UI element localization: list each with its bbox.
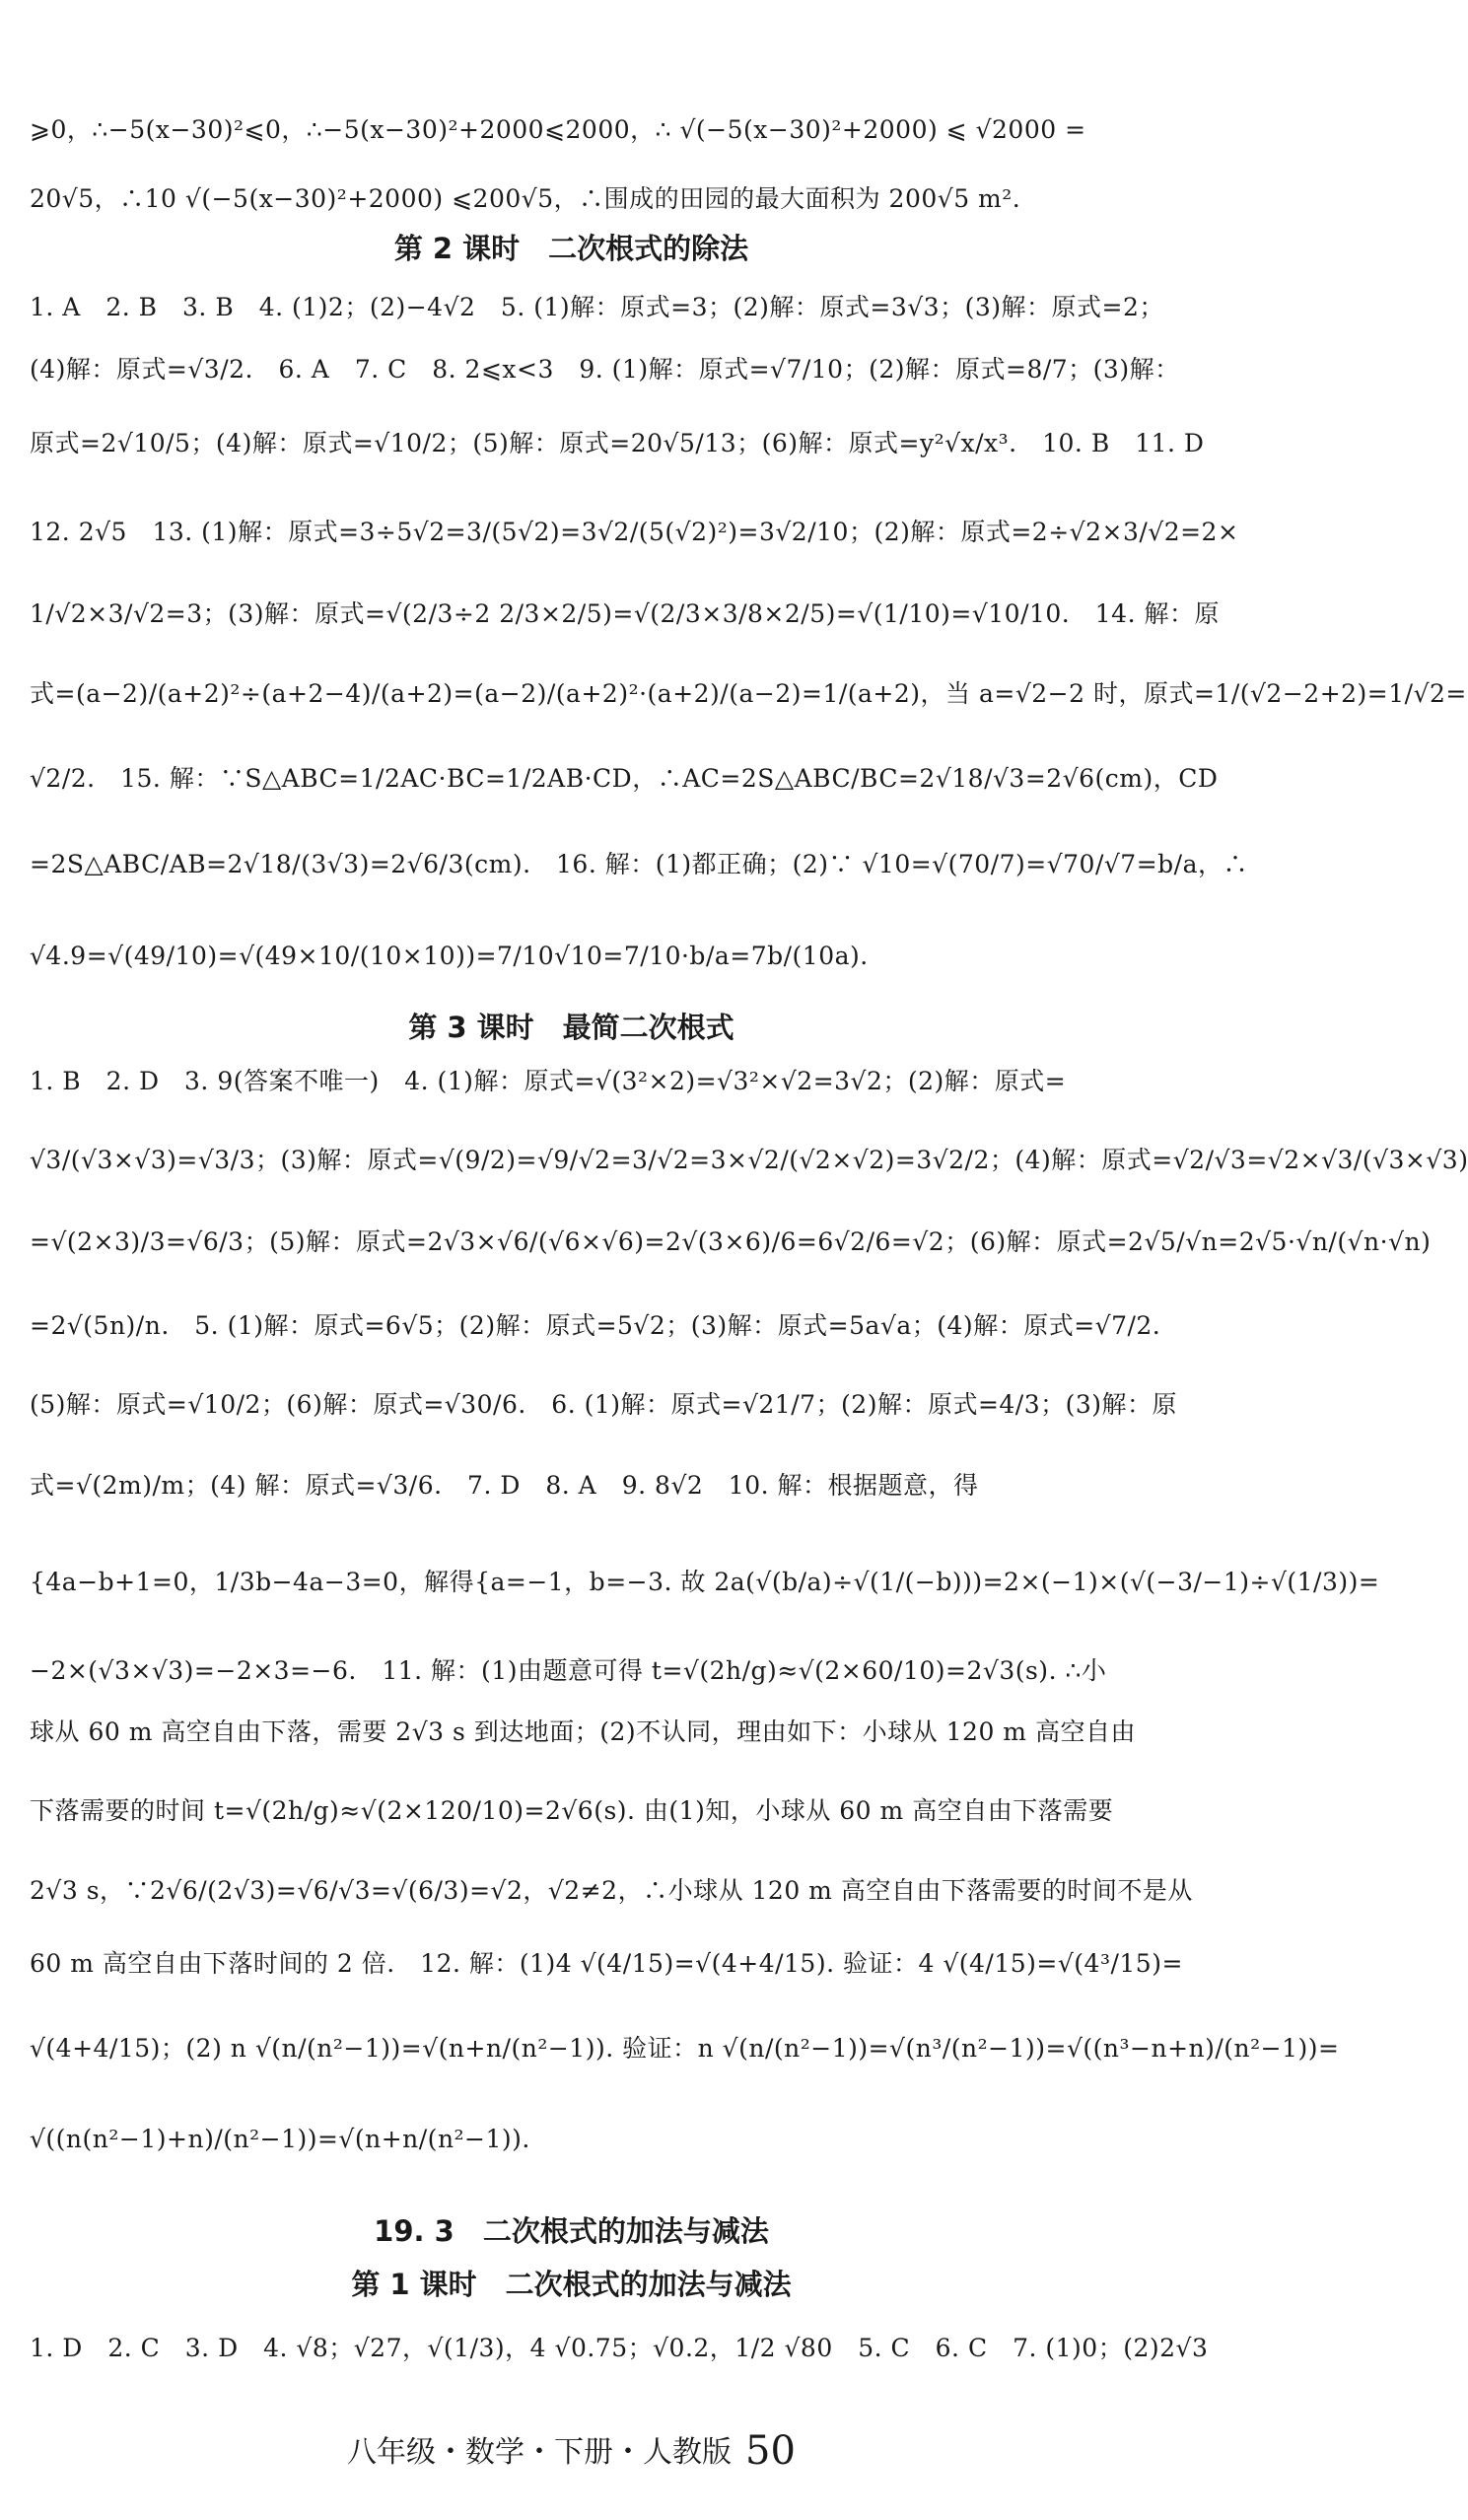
section-heading: 19. 3 二次根式的加法与减法 xyxy=(374,2214,769,2248)
text-line: =√(2×3)/3=√6/3；(5)解：原式=2√3×√6/(√6×√6)=2√(3×6)/6=6√2/6=√2；(6)解：原式=2√5/√n=2√5·√n/(√n·√n) xyxy=(30,1227,1432,1256)
page-number: 50 xyxy=(745,2428,796,2474)
text-line: {4a−b+1=0，1/3b−4a−3=0，解得{a=−1，b=−3. 故 2a(√(b/a)÷√(1/(−b)))=2×(−1)×(√(−3/−1)÷√(1/3))= xyxy=(30,1568,1380,1596)
text-line: 球从 60 m 高空自由下落，需要 2√3 s 到达地面；(2)不认同，理由如下：小球从 120 m 高空自由 xyxy=(30,1717,1136,1746)
text-line: =2√(5n)/n. 5. (1)解：原式=6√5；(2)解：原式=5√2；(3)解：原式=5a√a；(4)解：原式=√7/2. xyxy=(30,1311,1161,1340)
text-line: −2×(√3×√3)=−2×3=−6. 11. 解：(1)由题意可得 t=√(2h/g)≈√(2×60/10)=2√3(s). ∴小 xyxy=(30,1656,1107,1685)
text-line: (4)解：原式=√3/2. 6. A 7. C 8. 2⩽x<3 9. (1)解：原式=√7/10；(2)解：原式=8/7；(3)解： xyxy=(30,355,1180,384)
section-heading: 第 3 课时 最简二次根式 xyxy=(408,1011,734,1044)
text-line: ⩾0，∴−5(x−30)²⩽0，∴−5(x−30)²+2000⩽2000，∴ √(−5(x−30)²+2000) ⩽ √2000 = xyxy=(30,115,1086,144)
text-line: 60 m 高空自由下落时间的 2 倍. 12. 解：(1)4 √(4/15)=√(4+4/15). 验证：4 √(4/15)=√(4³/15)= xyxy=(30,1949,1183,1978)
text-line: 下落需要的时间 t=√(2h/g)≈√(2×120/10)=2√6(s). 由(1)知，小球从 60 m 高空自由下落需要 xyxy=(30,1796,1114,1825)
text-line: 2√3 s，∵2√6/(2√3)=√6/√3=√(6/3)=√2，√2≠2，∴小球从 120 m 高空自由下落需要的时间不是从 xyxy=(30,1876,1193,1905)
text-line: √4.9=√(49/10)=√(49×10/(10×10))=7/10√10=7/10·b/a=7b/(10a). xyxy=(30,942,869,970)
text-line: 1. B 2. D 3. 9(答案不唯一) 4. (1)解：原式=√(3²×2)=√3²×√2=3√2；(2)解：原式= xyxy=(30,1067,1067,1095)
text-line: (5)解：原式=√10/2；(6)解：原式=√30/6. 6. (1)解：原式=√21/7；(2)解：原式=4/3；(3)解：原 xyxy=(30,1390,1178,1419)
text-line: 1. A 2. B 3. B 4. (1)2；(2)−4√2 5. (1)解：原式=3；(2)解：原式=3√3；(3)解：原式=2； xyxy=(30,293,1164,321)
page-footer xyxy=(0,2429,1143,2475)
section-heading: 第 2 课时 二次根式的除法 xyxy=(393,232,749,265)
text-line: 20√5，∴10 √(−5(x−30)²+2000) ⩽200√5，∴围成的田园的最大面积为 200√5 m². xyxy=(30,184,1021,213)
text-line: 式=(a−2)/(a+2)²÷(a+2−4)/(a+2)=(a−2)/(a+2)²·(a+2)/(a−2)=1/(a+2)，当 a=√2−2 时，原式=1/(√2−2+2)=1/√2= xyxy=(30,679,1467,708)
text-line: =2S△ABC/AB=2√18/(3√3)=2√6/3(cm). 16. 解：(1)都正确；(2)∵ √10=√(70/7)=√70/√7=b/a，∴ xyxy=(30,850,1248,878)
footer-label: 八年级・数学・下册・人教版 xyxy=(347,2435,733,2470)
text-line: 式=√(2m)/m；(4) 解：原式=√3/6. 7. D 8. A 9. 8√2 10. 解：根据题意，得 xyxy=(30,1471,979,1500)
text-line: √3/(√3×√3)=√3/3；(3)解：原式=√(9/2)=√9/√2=3/√2=3×√2/(√2×√2)=3√2/2；(4)解：原式=√2/√3=√2×√3/(√3×√3) xyxy=(30,1146,1468,1174)
text-line: √2/2. 15. 解：∵S△ABC=1/2AC·BC=1/2AB·CD，∴AC=2S△ABC/BC=2√18/√3=2√6(cm)，CD xyxy=(30,764,1219,793)
text-line: √((n(n²−1)+n)/(n²−1))=√(n+n/(n²−1)). xyxy=(30,2125,530,2153)
section-heading: 第 1 课时 二次根式的加法与减法 xyxy=(351,2268,792,2301)
text-line: 1. D 2. C 3. D 4. √8；√27，√(1/3)，4 √0.75；√0.2，1/2 √80 5. C 6. C 7. (1)0；(2)2√3 xyxy=(30,2334,1209,2362)
text-line: 原式=2√10/5；(4)解：原式=√10/2；(5)解：原式=20√5/13；(6)解：原式=y²√x/x³. 10. B 11. D xyxy=(30,429,1205,457)
text-line: √(4+4/15)；(2) n √(n/(n²−1))=√(n+n/(n²−1)). 验证：n √(n/(n²−1))=√(n³/(n²−1))=√((n³−n+n)/(n²−1))= xyxy=(30,2034,1340,2063)
text-line: 1/√2×3/√2=3；(3)解：原式=√(2/3÷2 2/3×2/5)=√(2/3×3/8×2/5)=√(1/10)=√10/10. 14. 解：原 xyxy=(30,599,1220,628)
text-line: 12. 2√5 13. (1)解：原式=3÷5√2=3/(5√2)=3√2/(5(√2)²)=3√2/10；(2)解：原式=2÷√2×3/√2=2× xyxy=(30,518,1239,546)
